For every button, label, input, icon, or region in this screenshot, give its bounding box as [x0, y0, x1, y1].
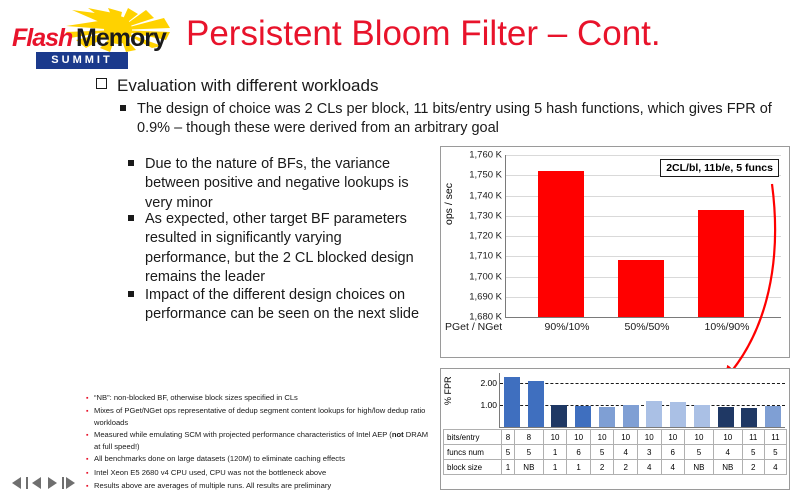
table-cell: 5 [502, 445, 515, 460]
square-outline-bullet-icon [96, 78, 107, 89]
bar-10-90 [698, 210, 744, 317]
y-tick-label: 1.00 [480, 400, 497, 410]
bar-90-10 [538, 171, 584, 317]
footnotes [84, 392, 429, 493]
fpr-bar [646, 401, 662, 427]
table-cell: 1 [502, 460, 515, 475]
logo-memory-text: Memory [76, 24, 166, 52]
bar-50-50 [618, 260, 664, 317]
table-cell: 1 [567, 460, 591, 475]
bullet-design-of-choice [120, 100, 780, 139]
bullet-variance-label: Due to the nature of BFs, the variance between positive and negative lookups is very minor [145, 156, 409, 211]
chart-annotation-config: 2CL/bl, 11b/e, 5 funcs [660, 159, 779, 177]
bullet-impact [128, 286, 428, 325]
list-item: ▪ “NB”: non-blocked BF, otherwise block sizes specified in CLs [94, 392, 429, 404]
chart-fpr-plot-area [480, 373, 785, 428]
chart-ops-xlabel: PGet / NGet [445, 321, 503, 333]
fpr-bar [575, 406, 591, 427]
table-cell: 1 [543, 460, 567, 475]
square-bullet-icon [128, 291, 134, 297]
table-cell: 4 [661, 460, 685, 475]
bullet-variance [128, 155, 428, 213]
fpr-bar [670, 402, 686, 427]
table-cell: 5 [742, 445, 764, 460]
table-cell: 5 [685, 445, 714, 460]
fpr-bar [741, 408, 757, 427]
y-tick-label: 1,690 K [469, 291, 502, 303]
chart-fpr-ylabel: % FPR [443, 376, 453, 405]
fpr-bar [504, 377, 520, 427]
fpr-bar [551, 405, 567, 427]
table-row-header: funcs num [444, 445, 502, 460]
table-cell: 10 [614, 430, 638, 445]
table-cell: 8 [514, 430, 543, 445]
table-row-header: bits/entry [444, 430, 502, 445]
bullet-impact-label: Impact of the different design choices on performance can be seen on the next slide [145, 287, 420, 323]
fpr-bar [599, 407, 615, 427]
x-tick-label: 50%/50% [624, 321, 670, 333]
table-cell: 6 [567, 445, 591, 460]
bullet-expected [128, 210, 428, 287]
table-row [444, 430, 787, 445]
table-cell: 6 [661, 445, 685, 460]
square-bullet-icon [120, 105, 126, 111]
table-cell: 1 [543, 445, 567, 460]
fpr-bar [528, 381, 544, 427]
table-cell: 4 [614, 445, 638, 460]
table-cell: 10 [590, 430, 614, 445]
table-cell: 5 [590, 445, 614, 460]
y-tick-label: 1,710 K [469, 250, 502, 262]
nav-divider [62, 477, 64, 489]
logo-summit-banner: SUMMIT [36, 52, 128, 69]
table-cell: NB [685, 460, 714, 475]
bullet-design-of-choice-label: The design of choice was 2 CLs per block, 11 bits/entry using 5 hash functions, which gives FPR of 0.9% – though these were derived from an arbitrary goal [137, 101, 772, 137]
chart-fpr [440, 368, 790, 490]
y-tick-label: 1,720 K [469, 230, 502, 242]
table-cell: 11 [764, 430, 786, 445]
y-tick-label: 1,700 K [469, 271, 502, 282]
table-cell: 2 [590, 460, 614, 475]
table-cell: 10 [543, 430, 567, 445]
fpr-bar [623, 405, 639, 427]
list-item: ▪ Measured while emulating SCM with projected performance characteristics of Intel AEP (not DRAM at full speed!) [94, 429, 429, 452]
x-tick-label: 10%/90% [704, 321, 750, 333]
table-cell: 10 [685, 430, 714, 445]
footnote-list [84, 392, 429, 492]
y-tick-label: 1,750 K [469, 169, 502, 181]
table-cell: 2 [742, 460, 764, 475]
list-item: ▪ Mixes of PGet/NGet ops representative of dedup segment content lookups for high/low dedup ratio workloads [94, 405, 429, 428]
y-tick-label: 1,740 K [469, 190, 502, 201]
list-item: ▪ All benchmarks done on large datasets (120M) to eliminate caching effects [94, 453, 429, 465]
y-tick-label: 2.00 [480, 378, 497, 388]
table-cell: 4 [637, 460, 661, 475]
table-cell: NB [514, 460, 543, 475]
table-cell: 5 [514, 445, 543, 460]
table-cell: 10 [713, 430, 742, 445]
y-tick-label: 1,760 K [469, 149, 502, 161]
x-tick-label: 90%/10% [544, 321, 590, 333]
table-row-header: block size [444, 460, 502, 475]
first-slide-icon[interactable] [12, 477, 21, 489]
previous-slide-icon[interactable] [32, 477, 41, 489]
table-cell: 2 [614, 460, 638, 475]
fpr-bar [718, 407, 734, 427]
table-row [444, 445, 787, 460]
table-row [444, 460, 787, 475]
chart-ops-plot-area [469, 149, 781, 323]
square-bullet-icon [128, 215, 134, 221]
table-cell: 11 [742, 430, 764, 445]
table-cell: 10 [567, 430, 591, 445]
table-cell: 8 [502, 430, 515, 445]
next-slide-icon[interactable] [48, 477, 57, 489]
table-cell: 5 [764, 445, 786, 460]
flash-memory-summit-logo [8, 8, 180, 70]
list-item: ▪ Intel Xeon E5 2680 v4 CPU used, CPU was not the bottleneck above [94, 467, 429, 479]
table-cell: 4 [713, 445, 742, 460]
list-item: ▪ Results above are averages of multiple runs. All results are preliminary [94, 480, 429, 492]
chart-ops-ylabel: ops / sec [443, 182, 455, 225]
table-cell: 10 [637, 430, 661, 445]
gridline [506, 155, 781, 156]
fpr-parameter-table [443, 429, 787, 475]
slide-navigation[interactable] [10, 475, 72, 491]
fpr-bar [765, 406, 781, 427]
square-bullet-icon [128, 160, 134, 166]
table-cell: 3 [637, 445, 661, 460]
fpr-bar [694, 405, 710, 427]
table-cell: 10 [661, 430, 685, 445]
nav-divider [26, 477, 28, 489]
y-tick-label: 1,730 K [469, 210, 502, 222]
y-tick-label: 1,680 K [469, 311, 502, 323]
bullet-evaluation [96, 76, 378, 96]
table-cell: 4 [764, 460, 786, 475]
last-slide-icon[interactable] [66, 477, 75, 489]
page-title: Persistent Bloom Filter – Cont. [186, 14, 661, 53]
chart-ops-per-sec [440, 146, 790, 358]
bullet-evaluation-label: Evaluation with different workloads [117, 76, 379, 95]
bullet-expected-label: As expected, other target BF parameters resulted in significantly varying performance, but the 2 CL blocked design remains the leader [145, 211, 414, 285]
logo-flash-text: Flash [12, 24, 73, 52]
table-cell: NB [713, 460, 742, 475]
